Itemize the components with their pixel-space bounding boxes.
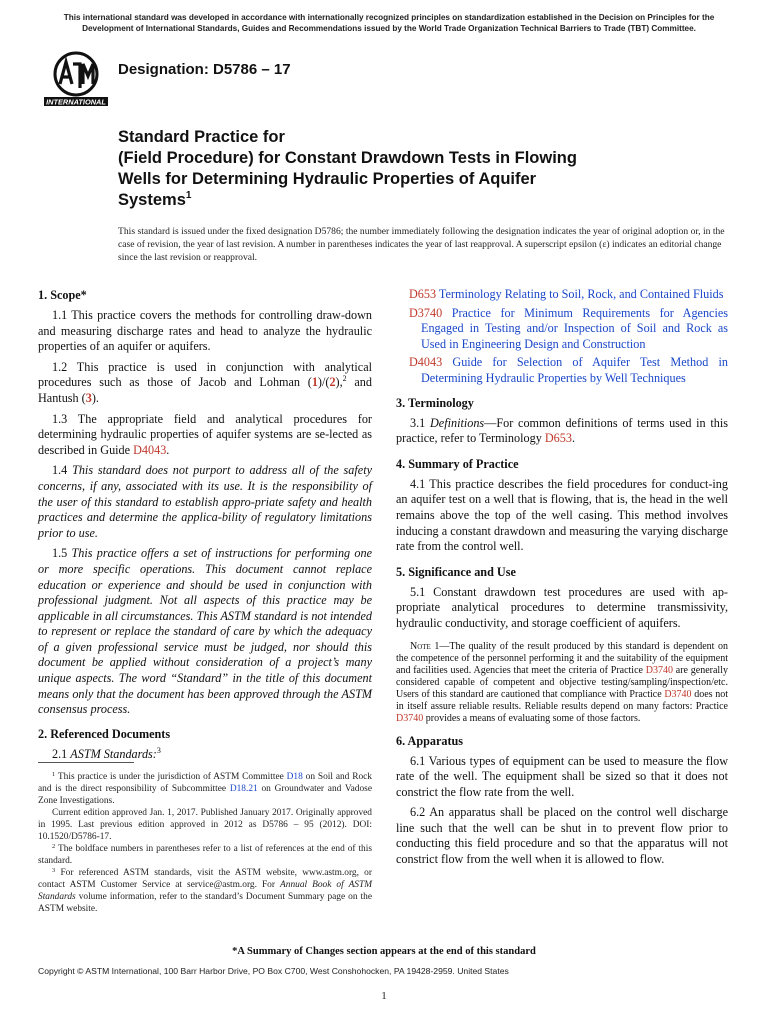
title-footnote-ref: 1 <box>185 190 192 201</box>
para-1-5-text: This practice offers a set of instructions for performing one or more specific operations. This document cannot replace education or experience and should be used in conjunction with professional judgment. Not all aspects of this practice may be applicable in all circumstances. This ASTM standard is not intended to represent or replace the standard of care by which the adequacy of a given professional service must be judged, nor should this document be applied without consideration of a project’s many unique aspects. The word “Standard” in the title of this document means only that the document has been approved through the ASTM consensus process. <box>38 546 373 717</box>
footnotes <box>38 771 372 915</box>
section-terminology-heading: 3. Terminology <box>396 395 474 410</box>
ref-link-1[interactable]: 1 <box>311 375 318 390</box>
footnote-1-edition: Current edition approved Jan. 1, 2017. Published January 2017. Originally approved in 1995. Last previous edition approved in 2012 as D5786 – 95 (2012). DOI: 10.1520/D5786-17. <box>38 808 372 842</box>
section-scope-heading: 1. Scope* <box>38 288 87 302</box>
ref-title-d653[interactable]: Terminology Relating to Soil, Rock, and Contained Fluids <box>436 287 724 301</box>
astm-logo-icon <box>40 50 112 108</box>
footnote-3-italic: Annual Book of ASTM Standards <box>38 880 373 902</box>
right-column <box>396 287 728 873</box>
footnote-2-text: The boldface numbers in parentheses refer to a list of references at the end of this standard. <box>38 844 372 866</box>
para-1-2 <box>38 360 372 407</box>
para-1-4 <box>38 463 372 541</box>
title-line-4-text: Systems <box>118 191 186 209</box>
link-d4043[interactable]: D4043 <box>133 442 167 457</box>
para-2-1-text: ASTM Standards: <box>70 746 157 761</box>
para-3-1-end: . <box>571 431 575 446</box>
footnote-ref-3: 3 <box>156 745 161 755</box>
link-d653[interactable]: D653 <box>409 287 437 301</box>
para-1-5-num: 1.5 <box>52 546 72 561</box>
note-link-d3740-3[interactable]: D3740 <box>396 712 424 724</box>
para-2-1 <box>38 747 372 763</box>
ref-link-2[interactable]: 2 <box>329 375 336 390</box>
footnote-2 <box>38 843 372 867</box>
note-label: Note <box>410 640 431 652</box>
ref-title-d3740[interactable]: Practice for Minimum Requirements for Agencies Engaged in Testing and/or Inspection of Soil and Rock as Used in Engineering Design and Construction <box>421 305 728 351</box>
title-line-1: Standard Practice for <box>118 128 285 146</box>
copyright: Copyright © ASTM International, 100 Barr Harbor Drive, PO Box C700, West Conshohocken, PA 19428-2959. United States <box>38 966 509 976</box>
ref-title-d4043[interactable]: Guide for Selection of Aquifer Test Method in Determining Hydraulic Properties by Well Techniques <box>421 355 728 385</box>
footnote-2-marker: 2 <box>52 843 56 850</box>
note-text-c: does not in itself assure reliable results. Reliable results depend on many factors: Practice <box>396 688 729 712</box>
ref-item-d3740 <box>396 306 728 353</box>
designation: Designation: D5786 – 17 <box>118 61 291 78</box>
para-1-3-text: 1.3 The appropriate field and analytical procedures for determining hydraulic properties of aquifer systems are se-lected as described in Guide <box>38 411 372 457</box>
document-title <box>118 127 678 211</box>
footnote-ref-2: 2 <box>342 374 347 384</box>
note-link-d3740-2[interactable]: D3740 <box>664 688 692 700</box>
para-1-2-close: ), <box>335 375 343 390</box>
para-6-1: 6.1 Various types of equipment can be used to measure the flow rate of the well. The equipment shall be sized so that it does not constrict the flow rate from the well. <box>396 753 728 799</box>
para-1-2-text-c: ). <box>91 390 99 405</box>
section-refdocs-heading: 2. Referenced Documents <box>38 726 171 741</box>
footnote-1-text-a: This practice is under the jurisdiction of ASTM Committee <box>55 772 287 782</box>
ref-item-d653 <box>396 287 728 303</box>
para-4-1: 4.1 This practice describes the field procedures for conduct-ing an aquifer test on a well that is flowing, that is, the head in the well remains above the top of the well casing. This method involves inducing a constant drawdown and measuring the varying discharge rate from the control well. <box>396 476 728 554</box>
link-d3740[interactable]: D3740 <box>409 305 443 320</box>
para-1-4-text: This standard does not purport to address all of the safety concerns, if any, associated with its use. It is the responsibility of the user of this standard to establish appro-priate safety and health practices and determine the applica-bility of regulatory limitations prior to use. <box>38 463 372 540</box>
para-1-4-num: 1.4 <box>52 463 73 478</box>
para-1-2-text-b: and Hantush ( <box>38 375 372 405</box>
footnote-1-text-b: on Soil and Rock and is the direct responsibility of Subcommittee <box>38 772 372 794</box>
link-d653-term[interactable]: D653 <box>544 431 572 446</box>
section-summary-heading: 4. Summary of Practice <box>396 456 519 471</box>
left-column <box>38 287 372 767</box>
para-1-1: 1.1 This practice covers the methods for controlling draw-down and measuring discharge rates and head to analyze the hydraulic properties of an aquifer or aquifers. <box>38 308 372 354</box>
tbt-notice: This international standard was developed in accordance with internationally recognized principles on standardization established in the Decision on Principles for the Development of International Standards, Guides and Recommendations issued by the World Trade Organization Technical Barriers to Trade (TBT) Committee. <box>63 13 715 33</box>
footnote-3-text-a: For referenced ASTM standards, visit the ASTM website, www.astm.org, or contact ASTM Customer Service at service@astm.org. For <box>38 868 372 890</box>
logo-wordmark: INTERNATIONAL <box>46 97 106 107</box>
para-3-1-text: —For common definitions of terms used in this practice, refer to Terminology <box>396 415 729 446</box>
footnote-3 <box>38 867 372 915</box>
ref-item-d4043 <box>396 355 728 386</box>
link-d18[interactable]: D18 <box>286 772 303 782</box>
para-5-1: 5.1 Constant drawdown test procedures are used with ap-propriate analytical procedures to determine transmissivity, hydraulic conductivity, and storage coefficient of aquifers. <box>396 584 728 630</box>
para-3-1-italic: Definitions <box>430 415 485 430</box>
issuance-statement: This standard is issued under the fixed designation D5786; the number immediately following the designation indicates the year of original adoption or, in the case of revision, the year of last revision. A number in parentheses indicates the year of last reapproval. A superscript epsilon (ε) indicates an editorial change since the last revision or reapproval. <box>118 226 725 263</box>
para-1-3 <box>38 412 372 459</box>
footnote-3-text-b: volume information, refer to the standard’s Document Summary page on the ASTM website. <box>38 892 372 914</box>
para-1-5 <box>38 546 372 718</box>
footnote-1-marker: 1 <box>52 771 56 778</box>
note-text-b: are generally considered capable of competent and objective testing/sampling/inspection/etc. Users of this standard are cautioned that compliance with Practice <box>396 664 728 700</box>
title-line-2: (Field Procedure) for Constant Drawdown Tests in Flowing <box>118 149 577 167</box>
section-significance-heading: 5. Significance and Use <box>396 564 516 579</box>
note-text-d: provides a means of evaluating some of those factors. <box>423 712 641 724</box>
footnote-1-text-c: on Groundwater and Vadose Zone Investigations. <box>38 784 372 806</box>
link-d4043-ref[interactable]: D4043 <box>409 355 443 370</box>
page-number: 1 <box>381 990 387 1002</box>
title-line-4 <box>118 190 678 211</box>
note-1 <box>396 641 728 725</box>
note-text-a: 1—The quality of the result produced by this standard is dependent on the competence of the personnel performing it and the suitability of the equipment and facilities used. Agencies that meet the criteria of Practice <box>396 640 728 676</box>
para-6-2: 6.2 An apparatus shall be placed on the control well discharge line such that the well can be shut in to prevent flow prior to conducting this field procedure and so that the apparatus will not constrict flow from the well when it is allowed to flow. <box>396 805 728 867</box>
link-d18-21[interactable]: D18.21 <box>229 784 258 794</box>
footnote-1 <box>38 771 372 807</box>
para-1-2-sep: )/( <box>317 375 330 390</box>
para-1-2-text-a: 1.2 This practice is used in conjunction with analytical procedures such as those of Jacob and Lohman ( <box>38 359 372 390</box>
footnote-3-marker: 3 <box>52 867 56 874</box>
ref-link-3[interactable]: 3 <box>85 390 92 405</box>
para-2-1-num: 2.1 <box>52 746 71 761</box>
title-line-3: Wells for Determining Hydraulic Properties of Aquifer <box>118 170 537 188</box>
astm-logo <box>40 50 112 108</box>
note-link-d3740-1[interactable]: D3740 <box>645 664 673 676</box>
section-apparatus-heading: 6. Apparatus <box>396 733 464 748</box>
footnote-divider <box>38 762 134 763</box>
para-1-3-end: . <box>166 442 170 457</box>
para-3-1 <box>396 416 728 447</box>
para-3-1-num: 3.1 <box>410 415 430 430</box>
summary-of-changes-note: *A Summary of Changes section appears at the end of this standard <box>232 946 536 957</box>
